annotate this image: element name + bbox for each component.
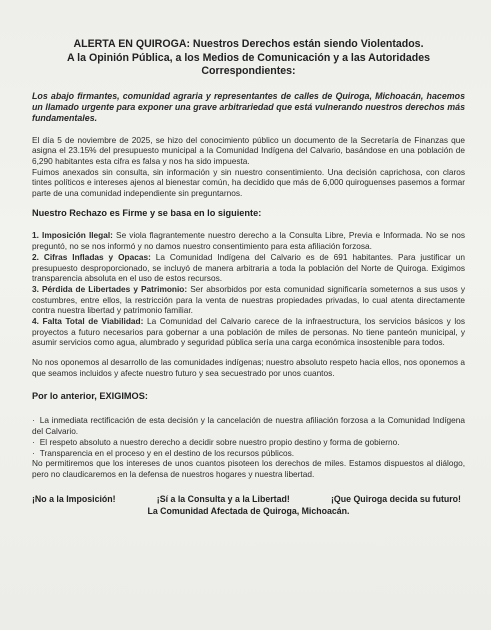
- item-text: La Comunidad del Calvario carece de la infraestructura, los servicios básicos y los proyectos a futuro necesarios para gobernar a una población de miles de personas. No tiene panteón municipal, y asumir servicios como agua, alumbrado y seguridad pública sería una carga económica insostenible para todos.: [32, 316, 465, 348]
- paragraph-announcement: El día 5 de noviembre de 2025, se hizo del conocimiento público un documento de la Secretaría de Finanzas que asigna el 23.15% del presupuesto municipal a la Comunidad Indígena del Calvario, basándose en una población de 6,290 habitantes esta cifra es falsa y nos ha sido impuesta.: [32, 134, 465, 166]
- item-label: 3. Pérdida de Libertades y Patrimonio:: [32, 283, 188, 294]
- slogan-no-imposition: ¡No a la Imposición!: [32, 494, 116, 505]
- bullet-icon: ·: [32, 447, 35, 458]
- list-item: [32, 284, 465, 316]
- list-item: [32, 230, 465, 251]
- bullet-icon: ·: [32, 436, 35, 447]
- intro-paragraph: Los abajo firmantes, comunidad agraria y representantes de calles de Quiroga, Michoacán, hacemos un llamado urgente para exponer una grave arbitrariedad que está vulnerando nuestros derechos más fundamentales.: [32, 90, 465, 123]
- item-text: La Comunidad Indígena del Calvario es de 691 habitantes. Para justificar un presupuesto desproporcionado, se incluyó de manera arbitraria a toda la población del Norte de Quiroga. Exigimos transparencia absoluta en el uso de estos recursos.: [32, 251, 465, 284]
- demand-text: La inmediata rectificación de esta decisión y la cancelación de nuestra afiliación forzosa a la Comunidad Indígena del Calvario.: [32, 415, 465, 437]
- title-line-1: ALERTA EN QUIROGA: Nuestros Derechos están siendo Violentados.: [73, 38, 424, 50]
- item-text: Se viola flagrantemente nuestro derecho a la Consulta Libre, Previa e Informada. No se nos preguntó, no se nos informó y no damos nuestro consentimiento para esta afiliación forzosa.: [32, 230, 465, 252]
- title-line-3: Correspondientes:: [201, 65, 296, 77]
- title-line-2: A la Opinión Pública, a los Medios de Comunicación y a las Autoridades: [66, 51, 430, 64]
- signature-line: La Comunidad Afectada de Quiroga, Michoacán.: [147, 506, 350, 517]
- section-heading-demands: Por lo anterior, EXIGIMOS:: [32, 390, 148, 401]
- bullet-icon: ·: [32, 415, 35, 426]
- demand-text: Transparencia en el proceso y en el destino de los recursos públicos.: [39, 447, 295, 458]
- slogan-consultation: ¡Sí a la Consulta y a la Libertad!: [156, 494, 290, 505]
- paragraph-closing: No permitiremos que los intereses de unos cuantos pisoteen los derechos de miles. Estamos dispuestos al diálogo, pero no claudicaremos en la defensa de nuestros hogares y nuestra libertad.: [32, 458, 465, 480]
- item-label: 4. Falta Total de Viabilidad:: [32, 316, 144, 327]
- paragraph-respect: No nos oponemos al desarrollo de las comunidades indígenas; nuestro absoluto respeto hacia ellos, nos oponemos a que seamos incluidos y afecte nuestro futuro y sea secuestrado por unos cuantos.: [32, 357, 465, 378]
- slogans-row: [32, 494, 461, 504]
- demand-item: [32, 415, 465, 437]
- document-body: [32, 135, 465, 481]
- list-item: [32, 252, 465, 284]
- slogan-quiroga-future: ¡Que Quiroga decida su futuro!: [330, 494, 461, 505]
- demand-item: [32, 437, 465, 448]
- item-label: 2. Cifras Infladas y Opacas:: [32, 251, 151, 262]
- item-label: 1. Imposición Ilegal:: [32, 230, 113, 241]
- paragraph-annexation: Fuimos anexados sin consulta, sin información y sin nuestro consentimiento. Una decisión caprichosa, con claros tintes políticos e intereses ajenos al bienestar común, ha decidido que más de 6,000 quiroguenses pasemos a formar parte de una comunidad independiente sin preguntarnos.: [32, 166, 465, 199]
- section-heading-rejection: Nuestro Rechazo es Firme y se basa en lo siguiente:: [32, 207, 262, 218]
- item-text: Ser absorbidos por esta comunidad significaría someternos a sus usos y costumbres, entre ellos, la restricción para la venta de nuestras propiedades privadas, lo cual atenta directamente contra nuestra libertad y patrimonio familiar.: [32, 283, 466, 316]
- demand-item: [32, 448, 465, 459]
- document-title: [32, 38, 465, 79]
- demand-text: El respeto absoluto a nuestro derecho a decidir sobre nuestro propio destino y forma de gobierno.: [39, 436, 400, 447]
- list-item: [32, 316, 465, 348]
